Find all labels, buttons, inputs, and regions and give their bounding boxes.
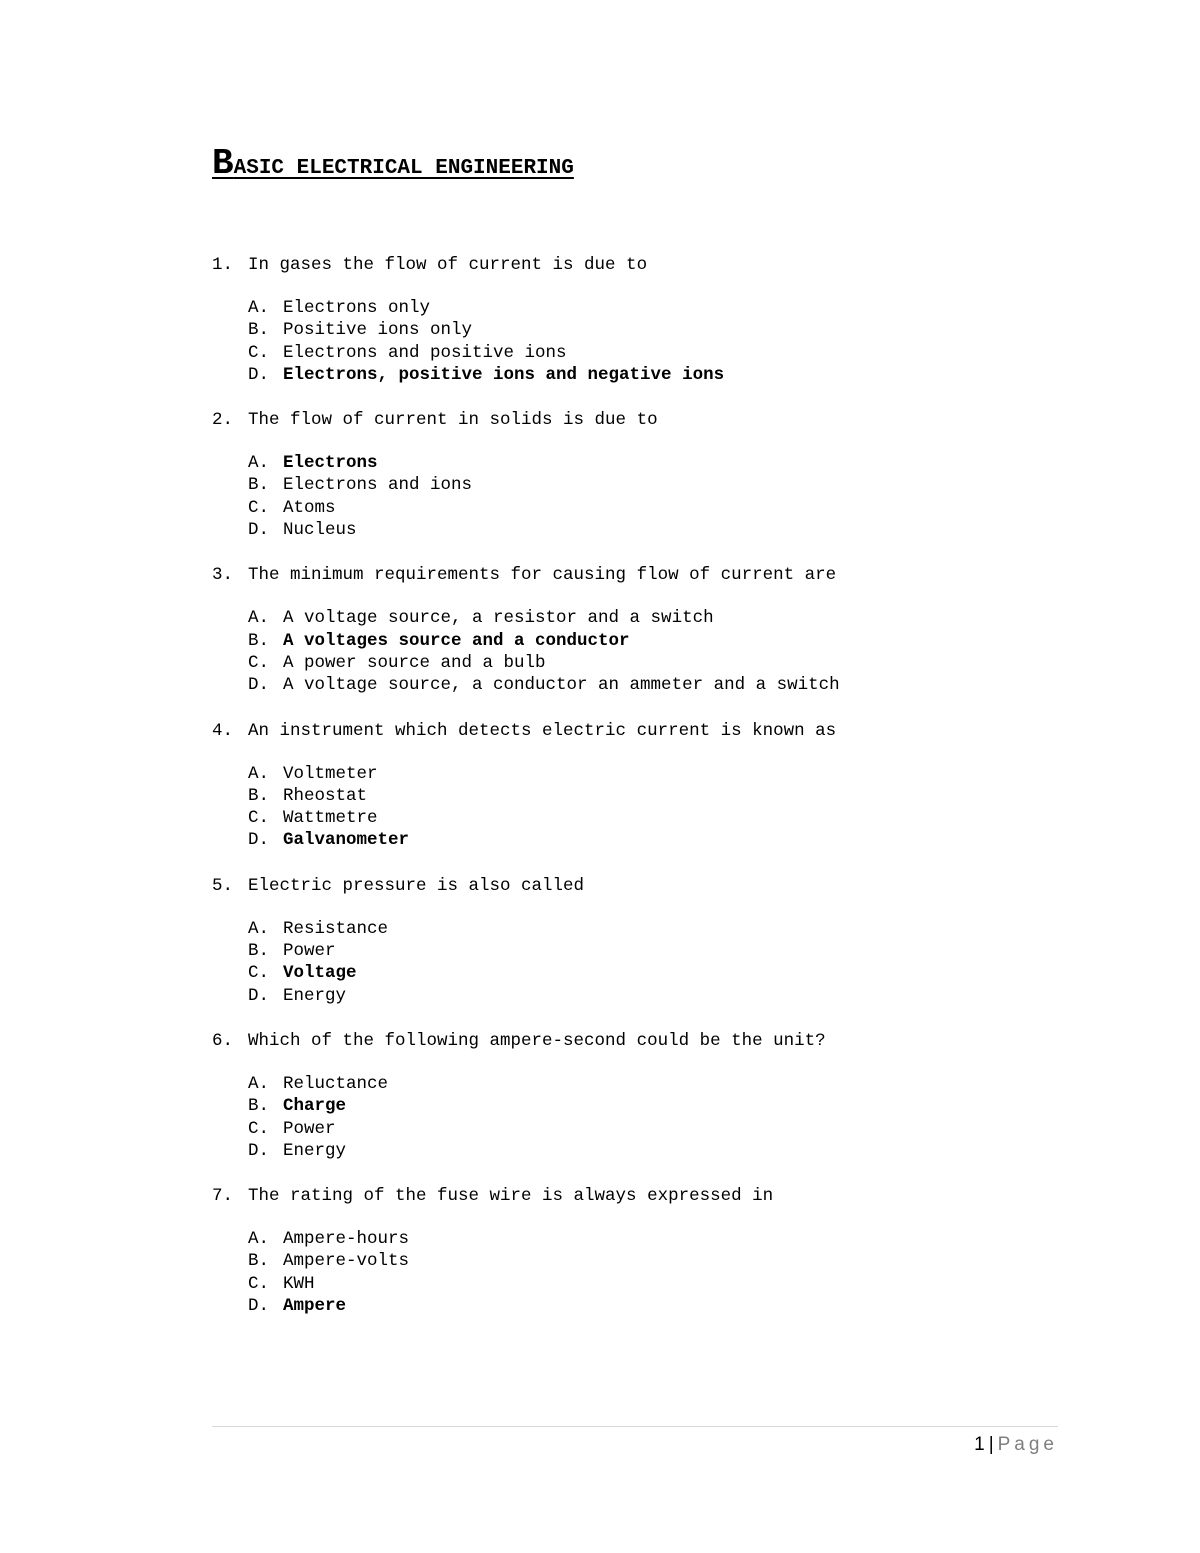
question-number: 7. bbox=[212, 1186, 234, 1207]
option-text: A voltage source, a conductor an ammeter and a switch bbox=[283, 675, 840, 696]
question-line bbox=[212, 1184, 1032, 1208]
option-text: Energy bbox=[283, 1140, 347, 1161]
question-number: 3. bbox=[212, 565, 234, 586]
answer-option bbox=[248, 918, 1032, 940]
answer-option bbox=[248, 607, 1032, 629]
option-text: Electrons only bbox=[283, 298, 431, 318]
answer-option bbox=[248, 674, 1032, 696]
page-number: 1 bbox=[974, 1434, 985, 1455]
question-text: Which of the following ampere-second could be the unit? bbox=[248, 1030, 826, 1051]
option-letter: A. bbox=[248, 608, 270, 629]
option-letter: B. bbox=[248, 941, 270, 962]
answer-option bbox=[248, 319, 1032, 341]
option-letter: B. bbox=[248, 1096, 270, 1117]
question-line bbox=[212, 719, 1032, 743]
option-text: Resistance bbox=[283, 918, 389, 939]
option-text: A voltage source, a resistor and a switch bbox=[283, 608, 714, 629]
option-letter: C. bbox=[248, 652, 270, 673]
option-letter: C. bbox=[248, 1118, 270, 1139]
question-line bbox=[212, 563, 1032, 587]
option-text: Charge bbox=[283, 1096, 347, 1117]
answer-option bbox=[248, 1118, 1032, 1140]
answer-option bbox=[248, 1073, 1032, 1095]
answer-options bbox=[248, 763, 1032, 852]
answer-options bbox=[248, 1228, 1032, 1317]
page-footer bbox=[974, 1432, 1058, 1458]
option-text: Atoms bbox=[283, 497, 336, 518]
option-text: Voltmeter bbox=[283, 763, 378, 784]
option-text: Ampere-hours bbox=[283, 1229, 410, 1250]
question-text: The rating of the fuse wire is always expressed in bbox=[248, 1186, 774, 1207]
question-text: An instrument which detects electric current is known as bbox=[248, 720, 837, 741]
answer-option-correct bbox=[248, 962, 1032, 984]
answer-option-correct bbox=[248, 452, 1032, 474]
footer-divider bbox=[212, 1426, 1058, 1427]
option-text: Electrons bbox=[283, 453, 378, 474]
option-letter: A. bbox=[248, 1229, 270, 1250]
question-list bbox=[212, 253, 1032, 1339]
option-text: A voltages source and a conductor bbox=[283, 630, 630, 651]
option-letter: A. bbox=[248, 763, 270, 784]
question-item bbox=[212, 719, 1032, 852]
option-letter: D. bbox=[248, 1140, 270, 1161]
question-number: 4. bbox=[212, 720, 234, 741]
question-item bbox=[212, 1184, 1032, 1317]
question-item bbox=[212, 1029, 1032, 1162]
answer-option bbox=[248, 1140, 1032, 1162]
title-rest: ASIC ELECTRICAL ENGINEERING bbox=[233, 157, 574, 180]
option-letter: B. bbox=[248, 630, 270, 651]
option-text: A power source and a bulb bbox=[283, 652, 546, 673]
option-letter: A. bbox=[248, 453, 270, 474]
option-text: Electrons and positive ions bbox=[283, 342, 567, 363]
option-letter: B. bbox=[248, 475, 270, 496]
option-letter: B. bbox=[248, 785, 270, 806]
option-letter: C. bbox=[248, 497, 270, 518]
answer-option bbox=[248, 474, 1032, 496]
document-title bbox=[212, 144, 574, 189]
option-text: KWH bbox=[283, 1273, 315, 1294]
answer-option bbox=[248, 1273, 1032, 1295]
question-line bbox=[212, 408, 1032, 432]
question-item bbox=[212, 408, 1032, 541]
question-number: 1. bbox=[212, 255, 234, 275]
question-number: 5. bbox=[212, 875, 234, 896]
answer-option bbox=[248, 807, 1032, 829]
question-text: The flow of current in solids is due to bbox=[248, 410, 658, 431]
answer-option bbox=[248, 1250, 1032, 1272]
option-text: Electrons, positive ions and negative ions bbox=[283, 364, 725, 385]
answer-option-correct bbox=[248, 1295, 1032, 1317]
title-first-letter: B bbox=[212, 143, 234, 184]
answer-option bbox=[248, 652, 1032, 674]
option-letter: A. bbox=[248, 298, 270, 318]
question-item bbox=[212, 253, 1032, 386]
question-text: Electric pressure is also called bbox=[248, 875, 585, 896]
option-letter: A. bbox=[248, 918, 270, 939]
option-text: Galvanometer bbox=[283, 830, 410, 851]
option-letter: D. bbox=[248, 830, 270, 851]
option-letter: C. bbox=[248, 1273, 270, 1294]
question-number: 6. bbox=[212, 1030, 234, 1051]
answer-option bbox=[248, 297, 1032, 319]
question-item bbox=[212, 563, 1032, 696]
option-letter: B. bbox=[248, 1251, 270, 1272]
answer-option-correct bbox=[248, 1095, 1032, 1117]
option-letter: D. bbox=[248, 675, 270, 696]
option-text: Ampere-volts bbox=[283, 1251, 410, 1272]
answer-options bbox=[248, 607, 1032, 696]
question-line bbox=[212, 253, 1032, 277]
footer-separator: | bbox=[988, 1434, 994, 1455]
option-text: Ampere bbox=[283, 1296, 347, 1317]
option-text: Voltage bbox=[283, 963, 357, 984]
option-letter: D. bbox=[248, 364, 270, 385]
answer-options bbox=[248, 1073, 1032, 1162]
option-letter: D. bbox=[248, 1296, 270, 1317]
answer-option bbox=[248, 940, 1032, 962]
question-text: In gases the flow of current is due to bbox=[248, 255, 648, 275]
option-letter: D. bbox=[248, 985, 270, 1006]
option-text: Power bbox=[283, 1118, 336, 1139]
option-letter: C. bbox=[248, 963, 270, 984]
option-text: Electrons and ions bbox=[283, 475, 473, 496]
answer-options bbox=[248, 452, 1032, 541]
option-letter: D. bbox=[248, 520, 270, 541]
option-letter: B. bbox=[248, 320, 270, 341]
option-letter: A. bbox=[248, 1073, 270, 1094]
option-text: Wattmetre bbox=[283, 808, 378, 829]
answer-options bbox=[248, 918, 1032, 1007]
answer-option-correct bbox=[248, 364, 1032, 386]
question-item bbox=[212, 874, 1032, 1007]
answer-option-correct bbox=[248, 630, 1032, 652]
question-line bbox=[212, 874, 1032, 898]
option-letter: C. bbox=[248, 808, 270, 829]
answer-option bbox=[248, 1228, 1032, 1250]
answer-option bbox=[248, 785, 1032, 807]
page-label: Page bbox=[997, 1434, 1058, 1455]
answer-option-correct bbox=[248, 829, 1032, 851]
question-line bbox=[212, 1029, 1032, 1053]
option-text: Positive ions only bbox=[283, 320, 473, 341]
question-text: The minimum requirements for causing flow of current are bbox=[248, 565, 837, 586]
answer-option bbox=[248, 985, 1032, 1007]
question-number: 2. bbox=[212, 410, 234, 431]
option-text: Rheostat bbox=[283, 785, 368, 806]
option-letter: C. bbox=[248, 342, 270, 363]
option-text: Reluctance bbox=[283, 1073, 389, 1094]
option-text: Nucleus bbox=[283, 520, 357, 541]
answer-option bbox=[248, 763, 1032, 785]
option-text: Power bbox=[283, 941, 336, 962]
answer-options bbox=[248, 297, 1032, 386]
option-text: Energy bbox=[283, 985, 347, 1006]
answer-option bbox=[248, 519, 1032, 541]
answer-option bbox=[248, 342, 1032, 364]
answer-option bbox=[248, 497, 1032, 519]
